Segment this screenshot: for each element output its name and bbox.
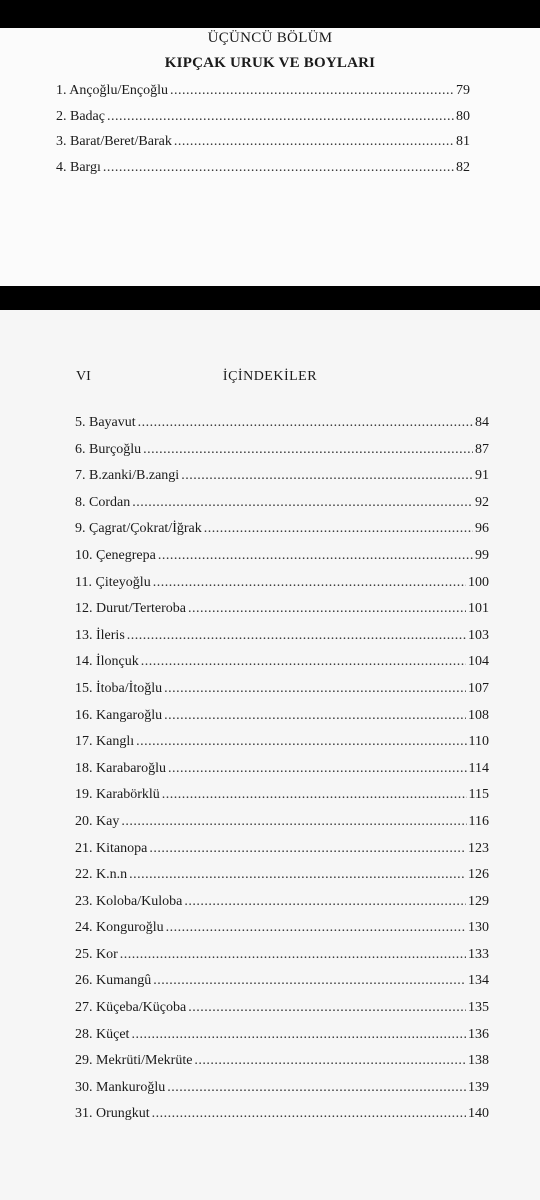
top-page xyxy=(0,28,540,286)
toc-entry-page: 129 xyxy=(468,893,489,909)
toc-entry xyxy=(75,836,489,863)
toc-entry xyxy=(75,410,489,437)
dot-leader xyxy=(204,516,473,543)
toc-entry-title: 25. Kor xyxy=(75,946,118,962)
toc-entry xyxy=(75,915,489,942)
dot-leader xyxy=(132,490,473,517)
toc-entry-title: 4. Bargı xyxy=(56,159,101,175)
toc-entry xyxy=(75,862,489,889)
toc-entry-title: 26. Kumangû xyxy=(75,973,152,989)
toc-entry-title: 31. Orungkut xyxy=(75,1106,150,1122)
toc-entry-title: 28. Küçet xyxy=(75,1026,130,1042)
toc-entry xyxy=(75,968,489,995)
toc-entry-page: 107 xyxy=(468,680,489,696)
toc-entry-page: 140 xyxy=(468,1106,489,1122)
dot-leader xyxy=(141,649,466,676)
toc-entry-page: 108 xyxy=(468,707,489,723)
toc-entry-title: 12. Durut/Terteroba xyxy=(75,601,186,617)
toc-entry-page: 110 xyxy=(468,734,489,750)
toc-entry-page: 82 xyxy=(456,159,470,175)
toc-entry xyxy=(56,155,470,181)
toc-entry-page: 139 xyxy=(468,1079,489,1095)
toc-entry-page: 104 xyxy=(468,654,489,670)
dot-leader xyxy=(158,543,473,570)
toc-entry-title: 5. Bayavut xyxy=(75,415,136,430)
toc-entry-page: 100 xyxy=(468,574,489,590)
running-title: İÇİNDEKİLER xyxy=(222,369,318,384)
toc-entry xyxy=(56,78,470,104)
dot-leader xyxy=(103,155,454,181)
dot-leader xyxy=(164,676,466,703)
toc-entry xyxy=(56,104,470,130)
dot-leader xyxy=(131,1022,466,1049)
toc-entry-title: 14. İlonçuk xyxy=(75,654,139,670)
dot-leader xyxy=(120,942,466,969)
toc-entry-page: 136 xyxy=(468,1026,489,1042)
toc-entry-title: 9. Çagrat/Çokrat/İğrak xyxy=(75,521,202,537)
toc-entry xyxy=(75,596,489,623)
toc-entry-page: 81 xyxy=(456,134,470,149)
toc-entry-page: 116 xyxy=(468,813,489,829)
toc-entry xyxy=(75,1048,489,1075)
toc-entry xyxy=(75,703,489,730)
dot-leader xyxy=(188,596,466,623)
toc-entry xyxy=(75,1022,489,1049)
dot-leader xyxy=(167,1075,466,1102)
toc-entry-page: 79 xyxy=(456,83,470,98)
dot-leader xyxy=(174,129,454,155)
toc-entry-page: 134 xyxy=(468,973,489,989)
page-number: VI xyxy=(76,369,91,384)
toc-entry-page: 80 xyxy=(456,108,470,124)
dot-leader xyxy=(107,104,454,130)
toc-entry-title: 22. K.n.n xyxy=(75,867,128,883)
dot-leader xyxy=(181,463,473,490)
toc-entry-title: 7. B.zanki/B.zangi xyxy=(75,468,180,484)
toc-entry-title: 19. Karabörklü xyxy=(75,787,160,803)
toc-entry-title: 8. Cordan xyxy=(75,494,131,510)
toc-entry-page: 84 xyxy=(475,415,489,430)
toc-entry-page: 92 xyxy=(475,494,489,510)
toc-entry-page: 138 xyxy=(468,1053,489,1069)
toc-entry xyxy=(75,809,489,836)
toc-entry xyxy=(75,490,489,517)
toc-entry-page: 126 xyxy=(468,867,489,883)
toc-entry xyxy=(75,463,489,490)
dot-leader xyxy=(138,410,473,437)
dot-leader xyxy=(149,836,466,863)
toc-entry-page: 123 xyxy=(468,840,489,856)
toc-entry-title: 24. Konguroğlu xyxy=(75,920,164,936)
dot-leader xyxy=(153,968,466,995)
toc-entry-title: 10. Çenegrepa xyxy=(75,547,156,563)
dot-leader xyxy=(194,1048,466,1075)
toc-entry-title: 21. Kitanopa xyxy=(75,840,148,856)
dot-leader xyxy=(164,703,466,730)
toc-entry xyxy=(75,649,489,676)
toc-entry-page: 103 xyxy=(468,627,489,643)
dot-leader xyxy=(188,995,466,1022)
dot-leader xyxy=(184,889,466,916)
toc-entry-title: 2. Badaç xyxy=(56,108,105,124)
toc-entry xyxy=(75,995,489,1022)
toc-entry-title: 6. Burçoğlu xyxy=(75,441,142,457)
toc-entry-page: 99 xyxy=(475,547,489,563)
toc-entry xyxy=(75,1075,489,1102)
toc-entry-title: 16. Kangaroğlu xyxy=(75,707,163,723)
toc-entry-page: 135 xyxy=(468,1000,489,1016)
dot-leader xyxy=(152,1101,466,1128)
toc-entry-title: 13. İleris xyxy=(75,627,125,643)
toc-list-top xyxy=(56,78,470,180)
dot-leader xyxy=(170,78,454,104)
toc-entry xyxy=(75,437,489,464)
toc-entry-page: 114 xyxy=(468,760,489,776)
dot-leader xyxy=(166,915,466,942)
toc-entry-page: 87 xyxy=(475,441,489,457)
toc-entry xyxy=(75,782,489,809)
toc-entry-title: 23. Koloba/Kuloba xyxy=(75,893,183,909)
toc-entry xyxy=(56,129,470,155)
toc-entry-title: 3. Barat/Beret/Barak xyxy=(56,134,172,149)
toc-entry-title: 20. Kay xyxy=(75,813,120,829)
section-label: ÜÇÜNCÜ BÖLÜM xyxy=(207,30,333,46)
dot-leader xyxy=(136,729,466,756)
toc-entry-title: 17. Kanglı xyxy=(75,734,135,750)
toc-entry-title: 1. Ançoğlu/Ençoğlu xyxy=(56,83,168,98)
dot-leader xyxy=(153,570,466,597)
toc-entry-title: 29. Mekrüti/Mekrüte xyxy=(75,1053,193,1069)
toc-entry xyxy=(75,570,489,597)
bottom-page xyxy=(0,310,540,1200)
toc-entry-page: 96 xyxy=(475,521,489,537)
dot-leader xyxy=(129,862,466,889)
toc-entry xyxy=(75,729,489,756)
toc-entry xyxy=(75,676,489,703)
toc-entry xyxy=(75,1101,489,1128)
toc-entry xyxy=(75,942,489,969)
toc-entry-page: 115 xyxy=(468,787,489,803)
section-title: KIPÇAK URUK VE BOYLARI xyxy=(164,55,376,71)
toc-entry-title: 18. Karabaroğlu xyxy=(75,760,166,776)
toc-entry-page: 101 xyxy=(468,601,489,617)
toc-entry-title: 30. Mankuroğlu xyxy=(75,1079,166,1095)
toc-entry-page: 130 xyxy=(468,920,489,936)
toc-entry-title: 27. Küçeba/Küçoba xyxy=(75,1000,187,1016)
toc-entry xyxy=(75,623,489,650)
dot-leader xyxy=(162,782,467,809)
toc-entry-page: 133 xyxy=(468,946,489,962)
dot-leader xyxy=(121,809,466,836)
toc-entry xyxy=(75,756,489,783)
toc-entry xyxy=(75,543,489,570)
toc-entry-title: 11. Çiteyoğlu xyxy=(75,574,151,590)
toc-list-bottom xyxy=(75,410,489,1128)
dot-leader xyxy=(143,437,473,464)
dot-leader xyxy=(168,756,467,783)
toc-entry-title: 15. İtoba/İtoğlu xyxy=(75,680,163,696)
dot-leader xyxy=(127,623,466,650)
toc-entry xyxy=(75,516,489,543)
toc-entry-page: 91 xyxy=(475,468,489,484)
toc-entry xyxy=(75,889,489,916)
